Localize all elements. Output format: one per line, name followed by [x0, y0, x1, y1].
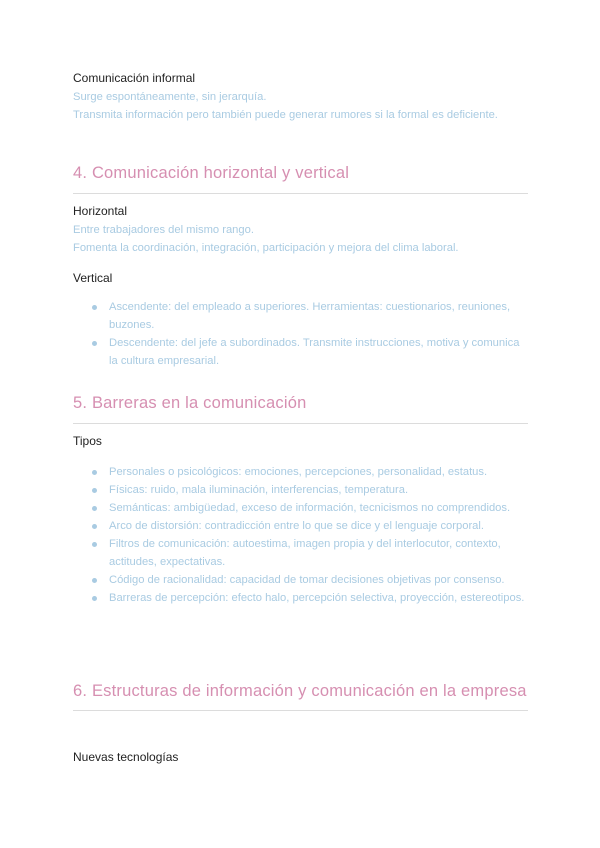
section-5-divider — [73, 423, 528, 424]
section-5-heading: 5. Barreras en la comunicación — [73, 394, 307, 412]
list-item: Semánticas: ambigüedad, exceso de información, tecnicismos no comprendidos. — [109, 499, 528, 517]
vertical-block — [73, 270, 528, 370]
informal-line-1: Surge espontáneamente, sin jerarquía. — [73, 91, 267, 103]
section-5 — [73, 390, 528, 424]
section-4-heading: 4. Comunicación horizontal y vertical — [73, 164, 350, 182]
section-6-divider — [73, 710, 528, 711]
informal-line-2: Transmita información pero también puede generar rumores si la formal es deficiente. — [73, 109, 498, 121]
nuevas-tecnologias-title: Nuevas tecnologías — [73, 750, 179, 764]
section-6 — [73, 678, 528, 711]
informal-title: Comunicación informal — [73, 71, 196, 85]
barreras-list — [73, 463, 528, 607]
nuevas-tecnologias-block — [73, 749, 528, 766]
tipos-title: Tipos — [73, 434, 102, 448]
section-6-heading: 6. Estructuras de información y comunicación en la empresa — [73, 682, 527, 700]
list-item: Código de racionalidad: capacidad de tomar decisiones objetivas por consenso. — [109, 571, 528, 589]
section-4-divider — [73, 193, 528, 194]
list-item: Ascendente: del empleado a superiores. Herramientas: cuestionarios, reuniones, buzones. — [109, 298, 528, 334]
horizontal-line-2: Fomenta la coordinación, integración, participación y mejora del clima laboral. — [73, 242, 459, 254]
list-item: Barreras de percepción: efecto halo, percepción selectiva, proyección, estereotipos. — [109, 589, 528, 607]
list-item: Descendente: del jefe a subordinados. Transmite instrucciones, motiva y comunica la cultura empresarial. — [109, 334, 528, 370]
list-item: Filtros de comunicación: autoestima, imagen propia y del interlocutor, contexto, actitudes, expectativas. — [109, 535, 528, 571]
vertical-title: Vertical — [73, 271, 113, 285]
section-4 — [73, 160, 528, 194]
tipos-block — [73, 433, 528, 607]
list-item: Físicas: ruido, mala iluminación, interferencias, temperatura. — [109, 481, 528, 499]
list-item: Arco de distorsión: contradicción entre lo que se dice y el lenguaje corporal. — [109, 517, 528, 535]
vertical-list — [73, 298, 528, 370]
horizontal-line-1: Entre trabajadores del mismo rango. — [73, 224, 254, 236]
informal-block — [73, 70, 528, 124]
list-item: Personales o psicológicos: emociones, percepciones, personalidad, estatus. — [109, 463, 528, 481]
horizontal-title: Horizontal — [73, 204, 128, 218]
horizontal-block — [73, 203, 528, 257]
